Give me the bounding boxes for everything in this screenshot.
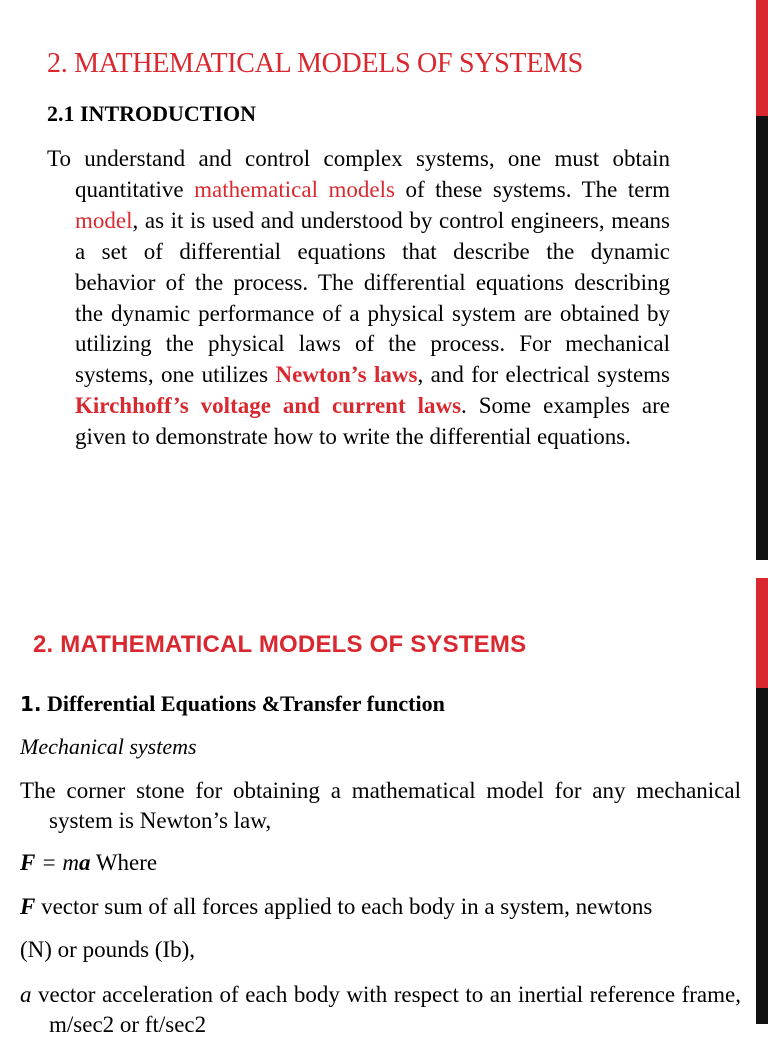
intro-text-3: , as it is used and understood by control engineers, means a set of differential equations that describe the dynamic behavior of the process. The differential equations describing the dynamic performance of a physical system are obtained by utilizing the physical laws of the process. For mechanical systems, one utilizes	[75, 207, 670, 388]
highlight-newtons-laws: Newton’s laws	[275, 362, 418, 388]
force-definition	[20, 894, 652, 920]
equation-line	[20, 850, 157, 876]
intro-paragraph	[47, 144, 670, 453]
slide-title: 2. MATHEMATICAL MODELS OF SYSTEMS	[47, 48, 583, 79]
accent-bar-black	[756, 116, 768, 560]
eq-text: = m	[35, 850, 79, 875]
acceleration-definition-text: vector acceleration of each body with respect to an inertial reference frame, m/sec2 or ft/sec2	[31, 982, 741, 1037]
highlight-model: model	[75, 207, 133, 233]
acceleration-definition	[20, 980, 741, 1040]
def-symbol-f: F	[20, 894, 36, 919]
section-heading: 2.1 INTRODUCTION	[47, 101, 257, 126]
eq-symbol-f: F	[20, 850, 36, 875]
eq-symbol-a: a	[78, 850, 91, 875]
units-line: (N) or pounds (Ib),	[20, 937, 196, 962]
subsection-heading: Mechanical systems	[20, 734, 197, 759]
intro-text-4: , and for electrical systems	[417, 362, 670, 388]
section-number: 1.	[20, 692, 42, 716]
highlight-mathematical-models: mathematical models	[194, 176, 395, 202]
slide-title: 2. MATHEMATICAL MODELS OF SYSTEMS	[33, 631, 527, 658]
slide-differential-equations	[0, 578, 768, 1037]
eq-where: Where	[90, 850, 158, 875]
intro-text-2: of these systems. The term	[394, 176, 671, 202]
newton-paragraph: The corner stone for obtaining a mathematical model for any mechanical system is Newton’s law,	[20, 778, 741, 833]
highlight-kirchhoffs-laws: Kirchhoff’s voltage and current laws	[75, 393, 462, 419]
section-heading	[20, 691, 445, 717]
def-symbol-a: a	[20, 982, 32, 1007]
accent-bar-black	[756, 688, 768, 1024]
accent-bar-red	[756, 578, 768, 688]
force-definition-text: vector sum of all forces applied to each body in a system, newtons	[35, 894, 653, 919]
section-title: Differential Equations &Transfer function	[47, 691, 445, 716]
intro-text-1: To understand and control complex systems, one must obtain quantitative	[47, 146, 670, 202]
intro-text-5: . Some examples are given to demonstrate how to write the differential equations.	[75, 393, 670, 450]
accent-bar-red	[756, 0, 768, 116]
